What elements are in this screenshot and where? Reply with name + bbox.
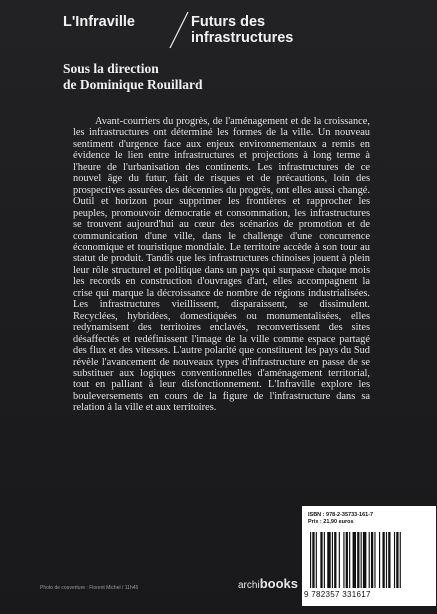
blurb-text [73, 116, 370, 414]
isbn-number: ISBN : 978-2-35733-161-7 [308, 512, 374, 518]
series-header [63, 12, 393, 56]
price-label: Prix : 21,90 euros [308, 519, 354, 525]
editor-line2: de Dominique Rouillard [63, 76, 203, 92]
slash-divider-icon [164, 10, 194, 50]
book-title [191, 14, 391, 46]
publisher-logo [238, 576, 298, 591]
book-title-line1: Futurs des [191, 14, 266, 30]
series-name: L'Infraville [63, 14, 135, 30]
isbn-block [308, 512, 373, 526]
editor-credit [63, 61, 203, 92]
publisher-prefix: archi [238, 580, 260, 591]
editor-line1: Sous la direction [63, 61, 159, 76]
barcode-digits: 9 782357 331617 [304, 590, 371, 599]
book-title-line2: infrastructures [191, 30, 294, 46]
barcode-panel [302, 506, 436, 606]
blurb-paragraph: Avant-courriers du progrès, de l'aménagement et de la croissance, les infrastructures ont déterminé les formes de la ville. Un nouveau sentiment d'urgence face aux enjeux environnementaux a remis en évidence le lien entre infrastructures et projections à long terme à l'heure de l'urbanisation des continents. Les infrastructures de ce nouvel âge du futur, fait de risques et de précautions, loin des prospectives assurées des décennies du progrès, ont elles aussi changé. Outil et horizon pour supprimer les frontières et rapprocher les peuples, promouvoir démocratie et consommation, les infrastructures se trouvent aujourd'hui au cœur des scénarios de promotion et de communication d'une ville, dans le challenge d'une concurrence économique et touristique mondiale. Le territoire accède à son tour au statut de produit. Tandis que les infrastructures chinoises jouent à plein leur rôle structurel et politique dans un pays qui surpasse chaque mois les records en construction d'ouvrages d'art, elles accompagnent la crise qui marque la décroissance de nombre de régions industrialisées. Les infrastructures vieillissent, disparaissent, se dissimulent. Recyclées, hybridées, domestiquées ou monumentalisées, elles redynamisent des territoires enclavés, reconvertissent des sites désaffectés et redéfinissent l'image de la ville comme espace partagé des flux et des vitesses. L'autre polarité que constituent les pays du Sud révèle l'avancement de nouveaux types d'infrastructure en passe de se substituer aux logiques conventionnelles d'aménagement territorial, tout en palliant à leur disfonctionnement. L'Infraville explore les bouleversements en cours de la figure de l'infrastructure dans sa relation à la ville et aux territoires. [73, 116, 370, 414]
barcode-icon [310, 532, 428, 588]
publisher-suffix: books [259, 576, 298, 591]
photo-credit: Photo de couverture : Florent Michel / 11h45 [40, 585, 139, 591]
